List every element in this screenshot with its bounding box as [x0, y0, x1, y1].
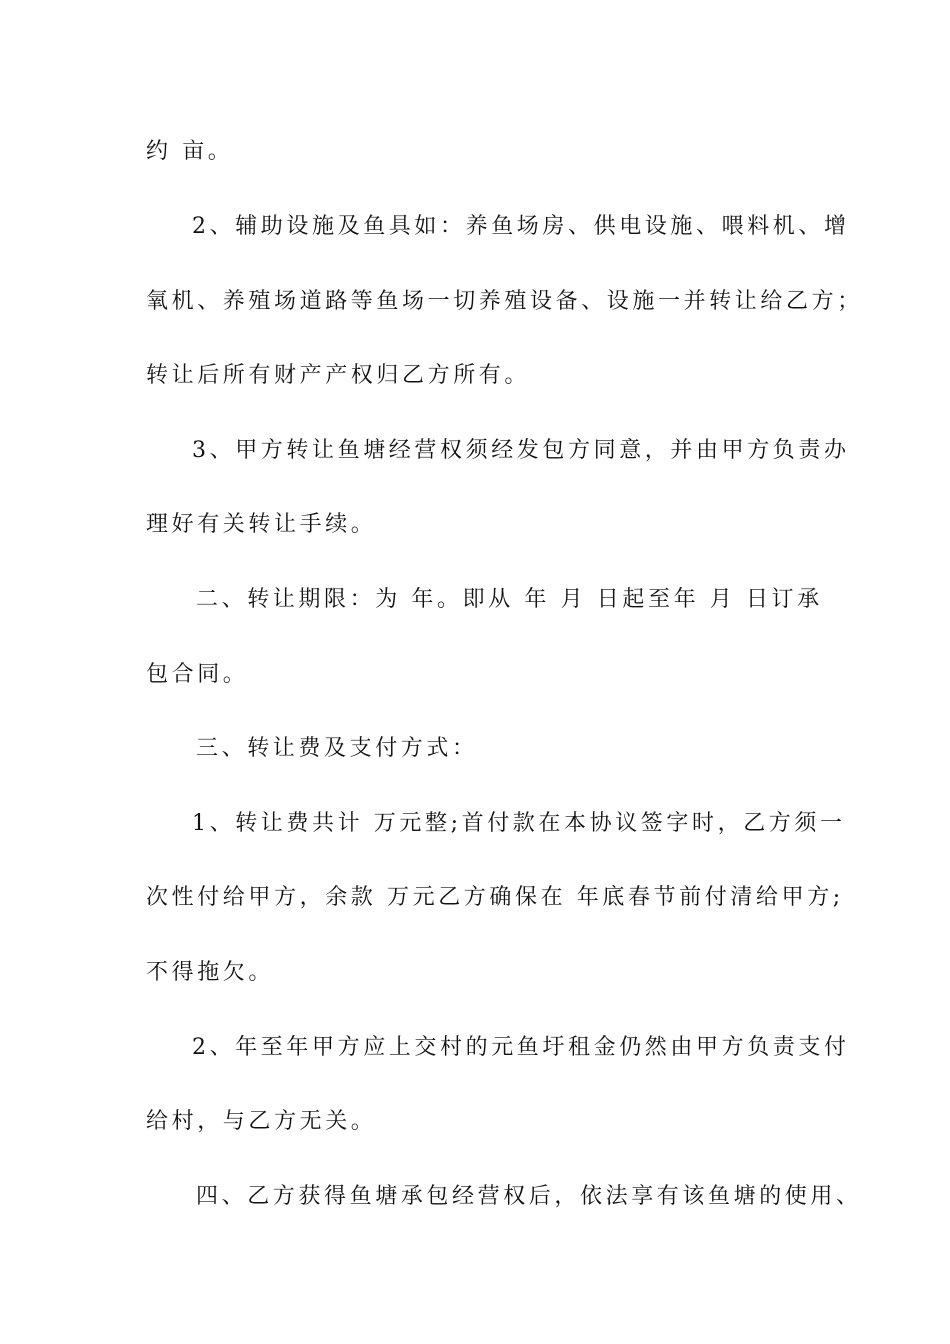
text-line: 四、乙方获得鱼塘承包经营权后，依法享有该鱼塘的使用、	[196, 1184, 862, 1209]
text-line: 次性付给甲方，余款 万元乙方确保在 年底春节前付清给甲方;	[146, 885, 844, 910]
text-line: 1、转让费共计 万元整;首付款在本协议签字时，乙方须一	[192, 811, 846, 836]
text-line: 二、转让期限：为 年。即从 年 月 日起至年 月 日订承	[196, 587, 823, 612]
text-line: 2、年至年甲方应上交村的元鱼圩租金仍然由甲方负责支付	[192, 1035, 850, 1060]
text-line: 三、转让费及支付方式：	[196, 736, 478, 761]
text-line: 包合同。	[146, 662, 249, 687]
text-line: 转让后所有财产产权归乙方所有。	[146, 363, 531, 388]
text-line: 约 亩。	[146, 139, 234, 164]
text-line: 3、甲方转让鱼塘经营权须经发包方同意，并由甲方负责办	[192, 438, 850, 463]
text-line: 给村，与乙方无关。	[146, 1109, 377, 1134]
text-line: 不得拖欠。	[146, 960, 275, 985]
text-line: 2、辅助设施及鱼具如：养鱼场房、供电设施、喂料机、增	[192, 214, 850, 239]
text-line: 理好有关转让手续。	[146, 512, 377, 537]
text-line: 氧机、养殖场道路等鱼场一切养殖设备、设施一并转让给乙方；	[146, 289, 863, 314]
